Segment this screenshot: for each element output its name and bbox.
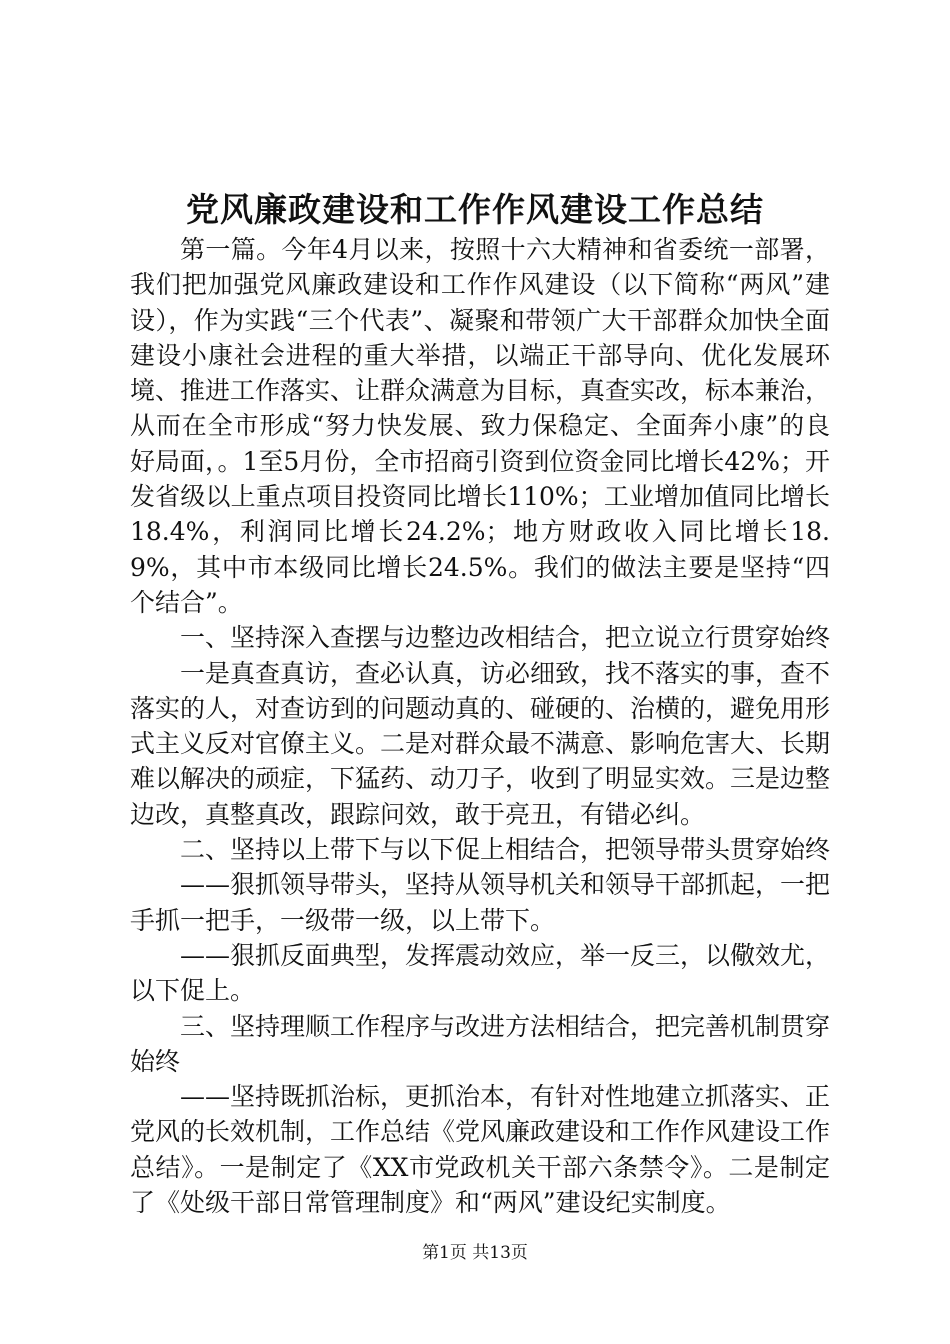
paragraph-intro: 第一篇。今年4月以来，按照十六大精神和省委统一部署，我们把加强党风廉政建设和工作作风建设（以下简称“两风”建设），作为实践“三个代表”、凝聚和带领广大干部群众加快全面建设小康社会进程的重大举措，以端正干部导向、优化发展环境、推进工作落实、让群众满意为目标，真查实改，标本兼治，从而在全市形成“努力快发展、致力保稳定、全面奔小康”的良好局面，。1至5月份，全市招商引资到位资金同比增长42%；开发省级以上重点项目投资同比增长110%；工业增加值同比增长18.4%，利润同比增长24.2%；地方财政收入同比增长18.9%，其中市本级同比增长24.5%。我们的做法主要是坚持“四个结合”。 <box>130 235 831 617</box>
paragraph-section-3: ——坚持既抓治标，更抓治本，有针对性地建立抓落实、正党风的长效机制，工作总结《党风廉政建设和工作作风建设工作总结》。一是制定了《XX市党政机关干部六条禁令》。二是制定了《处级干部日常管理制度》和“两风”建设纪实制度。 <box>130 1082 831 1218</box>
section-heading-1: 一、坚持深入查摆与边整边改相结合，把立说立行贯穿始终 <box>180 623 831 653</box>
document-body <box>130 232 830 1220</box>
document-title: 党风廉政建设和工作作风建设工作总结 <box>186 190 764 229</box>
page-number-footer: 第1页 共13页 <box>422 1243 528 1263</box>
section-heading-3: 三、坚持理顺工作程序与改进方法相结合，把完善机制贯穿始终 <box>130 1011 831 1076</box>
paragraph-section-1: 一是真查真访，查必认真，访必细致，找不落实的事，查不落实的人，对查访到的问题动真的、碰硬的、治横的，避免用形式主义反对官僚主义。二是对群众最不满意、影响危害大、长期难以解决的顽症，下猛药、动刀子，收到了明显实效。三是边整边改，真整真改，跟踪问效，敢于亮丑，有错必纠。 <box>130 658 831 829</box>
section-heading-2: 二、坚持以上带下与以下促上相结合，把领导带头贯穿始终 <box>180 835 831 865</box>
paragraph-section-2-item-1: ——狠抓领导带头，坚持从领导机关和领导干部抓起，一把手抓一把手，一级带一级，以上带下。 <box>130 870 831 935</box>
paragraph-section-2-item-2: ——狠抓反面典型，发挥震动效应，举一反三，以儆效尤，以下促上。 <box>130 940 831 1006</box>
